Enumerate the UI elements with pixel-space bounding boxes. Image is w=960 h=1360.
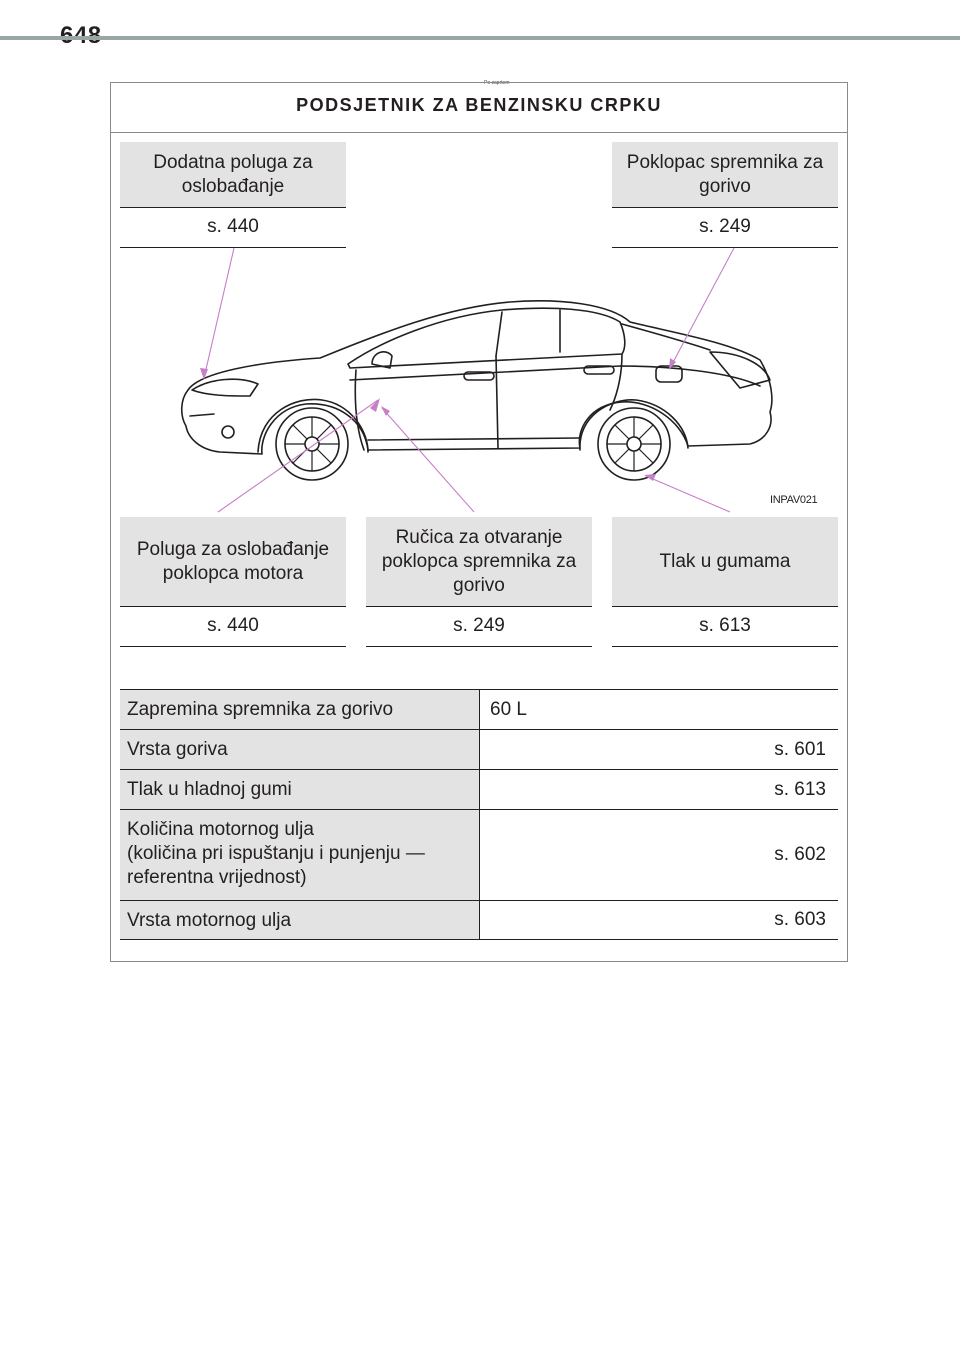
spec-value-engine-oil-type: s. 603 [774, 909, 826, 930]
callout-page-ref: s. 249 [612, 208, 838, 248]
leader-fuel-tank-door [670, 248, 734, 368]
spec-value-engine-oil-capacity: s. 602 [774, 844, 826, 865]
spec-value-fuel-type: s. 601 [774, 738, 826, 760]
spec-table [120, 689, 838, 940]
callout-hood-release-lever [120, 517, 346, 607]
table-row [120, 689, 838, 729]
table-row [120, 769, 838, 809]
callout-fuel-door-opener [366, 517, 592, 607]
image-code: INPAV021 [770, 494, 818, 506]
callout-label: Ručica za otvaranje poklopca spremnika za gorivo [381, 526, 577, 596]
leader-fuel-door-opener [382, 408, 474, 512]
callout-label: Tlak u gumama [659, 550, 791, 572]
spec-value-fuel-capacity: 60 L [490, 698, 527, 720]
callout-page-ref: s. 613 [612, 607, 838, 647]
frame-title: PODSJETNIK ZA BENZINSKU CRPKU [111, 83, 847, 133]
spec-label-engine-oil-capacity: Količina motornog ulja (količina pri ispuštanju i punjenju — referentna vrijednost) [120, 810, 480, 900]
table-row [120, 729, 838, 769]
spec-value-cold-tire-pressure: s. 613 [774, 778, 826, 800]
callout-fuel-tank-door [612, 142, 838, 208]
callout-extra-release-lever [120, 142, 346, 208]
callout-label: Poluga za oslobađanje poklopca motora [136, 538, 330, 584]
spec-label-fuel-capacity: Zapremina spremnika za gorivo [120, 690, 480, 729]
table-row [120, 809, 838, 900]
callout-label: Dodatna poluga za oslobađanje [153, 151, 313, 197]
header-rule [0, 36, 960, 40]
callout-tire-pressure [612, 517, 838, 607]
callout-label: Poklopac spremnika za gorivo [626, 151, 824, 197]
callout-page-ref: s. 440 [120, 607, 346, 647]
tiny-note: Po zaprtem [484, 80, 510, 86]
car-side-illustration [110, 240, 850, 520]
spec-label-engine-oil-type: Vrsta motornog ulja [120, 901, 480, 939]
callout-page-ref: s. 249 [366, 607, 592, 647]
spec-label-cold-tire-pressure: Tlak u hladnoj gumi [120, 770, 480, 809]
leader-extra-release-lever [204, 248, 234, 378]
table-row [120, 900, 838, 940]
leader-hood-release-lever [218, 400, 378, 512]
leader-tire-pressure [646, 476, 730, 512]
callout-page-ref: s. 440 [120, 208, 346, 248]
spec-label-fuel-type: Vrsta goriva [120, 730, 480, 769]
